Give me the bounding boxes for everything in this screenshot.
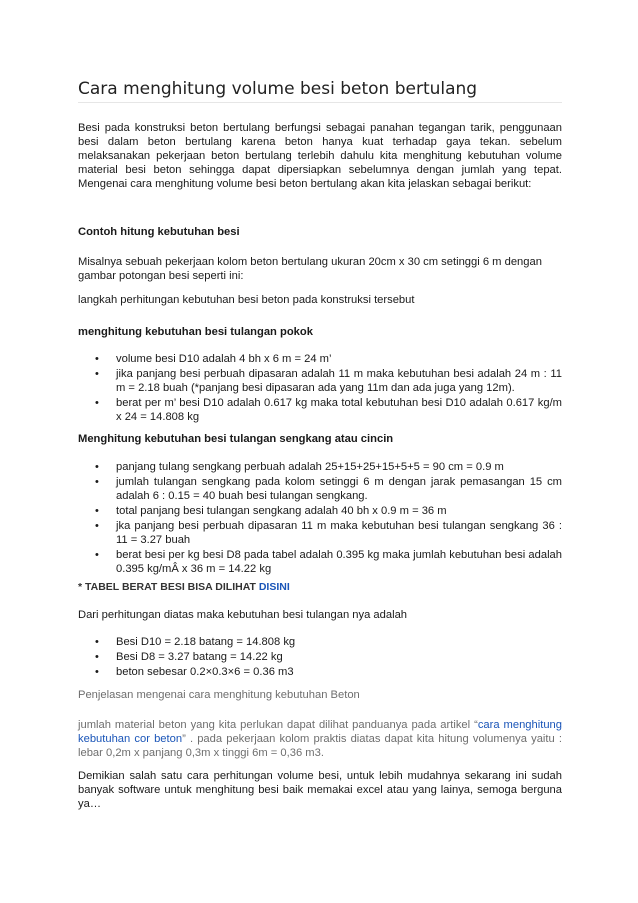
bullet-icon: • bbox=[95, 520, 99, 532]
page-title: Cara menghitung volume besi beton bertulang bbox=[78, 79, 478, 99]
list-item: • beton sebesar 0.2×0.3×6 = 0.36 m3 bbox=[95, 666, 294, 678]
result-list bbox=[78, 635, 562, 680]
list-item: • Besi D10 = 2.18 batang = 14.808 kg bbox=[95, 636, 296, 648]
list-item: • Besi D8 = 3.27 batang = 14.22 kg bbox=[95, 651, 283, 663]
list-item: • total panjang besi tulangan sengkang adalah 40 bh x 0.9 m = 36 m bbox=[95, 505, 447, 517]
result-paragraph: Dari perhitungan diatas maka kebutuhan besi tulangan nya adalah bbox=[78, 609, 408, 621]
bullet-icon: • bbox=[95, 666, 99, 678]
steps-paragraph: langkah perhitungan kebutuhan besi beton pada konstruksi tersebut bbox=[78, 294, 415, 306]
stirrup-list bbox=[78, 460, 562, 577]
example-heading: Contoh hitung kebutuhan besi bbox=[78, 226, 240, 238]
intro-paragraph: Besi pada konstruksi beton bertulang berfungsi sebagai panahan tegangan tarik, penggunaan besi dalam beton bertulang karena beton hanya kuat terhadap gaya tekan. sebelum melaksanakan pekerjaan beton bertulang terlebih dahulu kita menghitung kebutuhan volume material besi beton sehingga dapat dipersiapkan sebelumnya dengan jumlah yang tepat. Mengenai cara menghitung volume besi beton bertulang akan kita jelaskan sebagai berikut: bbox=[78, 122, 562, 190]
title-divider bbox=[78, 102, 562, 103]
closing-paragraph: Demikian salah satu cara perhitungan volume besi, untuk lebih mudahnya sekarang ini sudah banyak software untuk menghitung besi baik memakai excel atau yang lainya, semoga berguna ya… bbox=[78, 770, 562, 810]
bullet-icon: • bbox=[95, 461, 99, 473]
concrete-article-link[interactable]: cara menghitung kebutuhan cor beton bbox=[78, 719, 562, 745]
bullet-icon: • bbox=[95, 397, 99, 409]
main-rebar-heading: menghitung kebutuhan besi tulangan pokok bbox=[78, 326, 313, 338]
stirrup-heading: Menghitung kebutuhan besi tulangan sengkang atau cincin bbox=[78, 433, 394, 445]
list-item: • berat per m’ besi D10 adalah 0.617 kg maka total kebutuhan besi D10 adalah 0.617 kg/m x 24 = 14.808 kg bbox=[95, 397, 562, 423]
table-note: * TABEL BERAT BESI BISA DILIHAT DISINI bbox=[78, 581, 290, 593]
bullet-icon: • bbox=[95, 636, 99, 648]
list-item: • berat besi per kg besi D8 pada tabel adalah 0.395 kg maka jumlah kebutuhan besi adalah 0.395 kg/mÂ x 36 m = 14.22 kg bbox=[95, 549, 562, 575]
table-link[interactable]: DISINI bbox=[258, 581, 290, 593]
list-item: • jumlah tulangan sengkang pada kolom setinggi 6 m dengan jarak pemasangan 15 cm adalah 6 : 0.15 = 40 buah besi tulangan sengkang. bbox=[95, 476, 562, 502]
example-paragraph: Misalnya sebuah pekerjaan kolom beton bertulang ukuran 20cm x 30 cm setinggi 6 m dengan gambar potongan besi seperti ini: bbox=[78, 256, 542, 282]
bullet-icon: • bbox=[95, 651, 99, 663]
list-item: • jika panjang besi perbuah dipasaran adalah 11 m maka kebutuhan besi adalah 24 m : 11 m = 2.18 buah (*panjang besi dipasaran ada yang 11m dan ada juga yang 12m). bbox=[95, 368, 562, 394]
concrete-heading: Penjelasan mengenai cara menghitung kebutuhan Beton bbox=[78, 689, 360, 701]
bullet-icon: • bbox=[95, 368, 99, 380]
list-item: • panjang tulang sengkang perbuah adalah 25+15+25+15+5+5 = 90 cm = 0.9 m bbox=[95, 461, 504, 473]
main-rebar-list bbox=[78, 352, 562, 425]
list-item: • volume besi D10 adalah 4 bh x 6 m = 24 m’ bbox=[95, 353, 332, 365]
concrete-paragraph: jumlah material beton yang kita perlukan dapat dilihat panduanya pada artikel “cara menghitung kebutuhan cor beton” . pada pekerjaan kolom praktis diatas dapat kita hitung volumenya yaitu : lebar 0,2m x panjang 0,3m x tinggi 6m = 0,36 m3. bbox=[78, 719, 562, 759]
bullet-icon: • bbox=[95, 505, 99, 517]
bullet-icon: • bbox=[95, 549, 99, 561]
bullet-icon: • bbox=[95, 353, 99, 365]
bullet-icon: • bbox=[95, 476, 99, 488]
list-item: • jka panjang besi perbuah dipasaran 11 m maka kebutuhan besi tulangan sengkang 36 : 11 = 3.27 buah bbox=[95, 520, 562, 546]
